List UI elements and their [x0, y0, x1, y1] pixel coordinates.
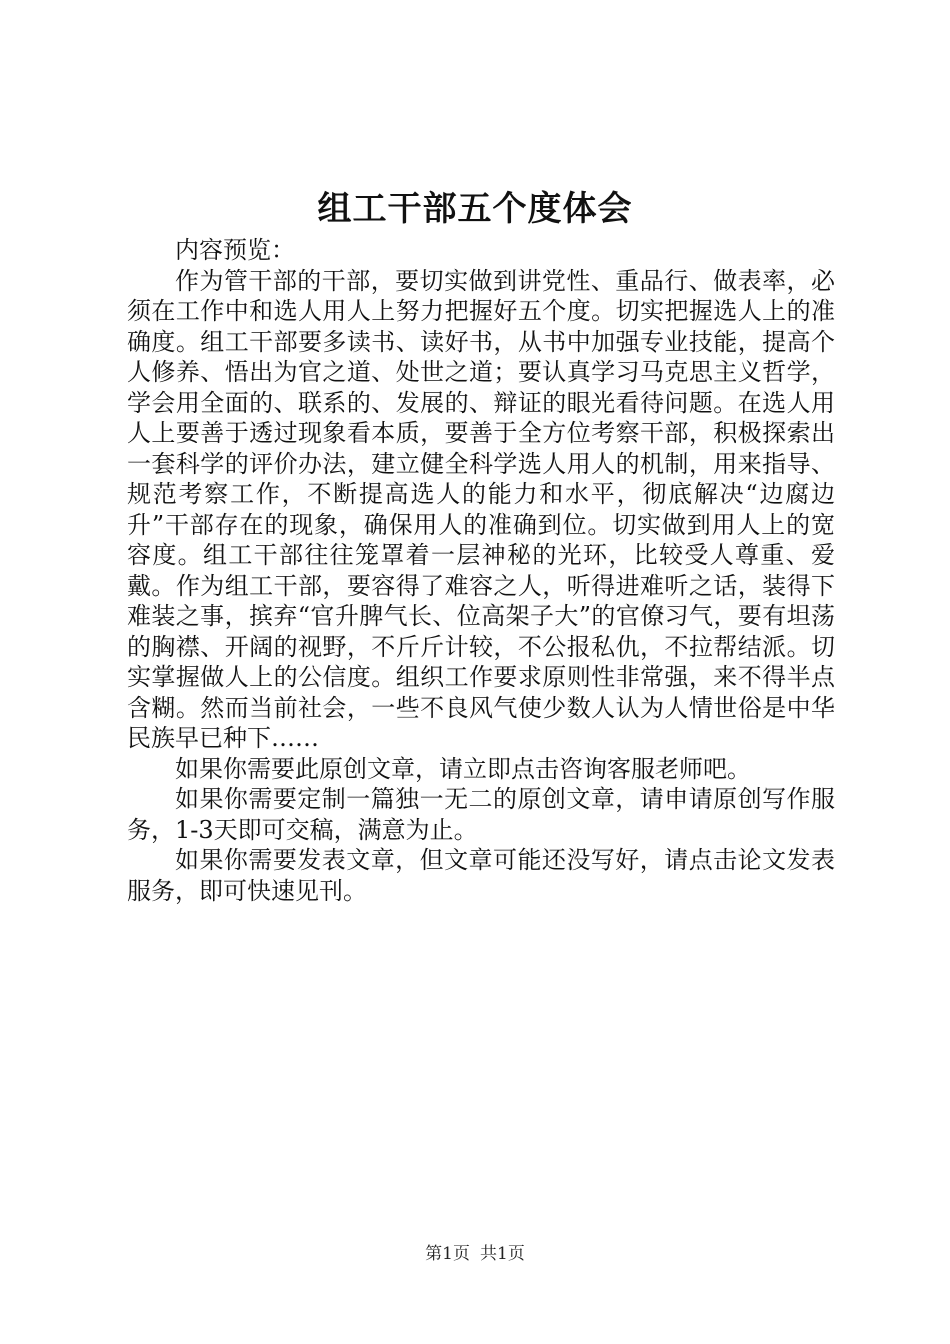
document-content: [127, 235, 835, 906]
page-footer: [0, 1242, 950, 1266]
notice-custom-writing: 如果你需要定制一篇独一无二的原创文章，请申请原创写作服务，1-3天即可交稿，满意为止。: [127, 785, 835, 844]
total-pages-indicator: 共1页: [480, 1244, 525, 1264]
preview-label: 内容预览：: [175, 236, 295, 264]
current-page-indicator: 第1页: [425, 1244, 470, 1264]
notice-original-article: 如果你需要此原创文章，请立即点击咨询客服老师吧。: [175, 754, 751, 783]
notice-publishing-service: 如果你需要发表文章，但文章可能还没写好，请点击论文发表服务，即可快速见刊。: [127, 846, 835, 905]
preview-body: 作为管干部的干部，要切实做到讲党性、重品行、做表率，必须在工作中和选人用人上努力把握好五个度。切实把握选人上的准确度。组工干部要多读书、读好书，从书中加强专业技能，提高个人修养、悟出为官之道、处世之道；要认真学习马克思主义哲学，学会用全面的、联系的、发展的、辩证的眼光看待问题。在选人用人上要善于透过现象看本质，要善于全方位考察干部，积极探索出一套科学的评价办法，建立健全科学选人用人的机制，用来指导、规范考察工作，不断提高选人的能力和水平，彻底解决“边腐边升”干部存在的现象，确保用人的准确到位。切实做到用人上的宽容度。组工干部往往笼罩着一层神秘的光环，比较受人尊重、爱戴。作为组工干部，要容得了难容之人，听得进难听之话，装得下难装之事，摈弃“官升脾气长、位高架子大”的官僚习气，要有坦荡的胸襟、开阔的视野，不斤斤计较，不公报私仇，不拉帮结派。切实掌握做人上的公信度。组织工作要求原则性非常强，来不得半点含糊。然而当前社会，一些不良风气使少数人认为人情世俗是中华民族早已种下……: [127, 266, 835, 752]
document-title: 组工干部五个度体会: [317, 189, 633, 229]
